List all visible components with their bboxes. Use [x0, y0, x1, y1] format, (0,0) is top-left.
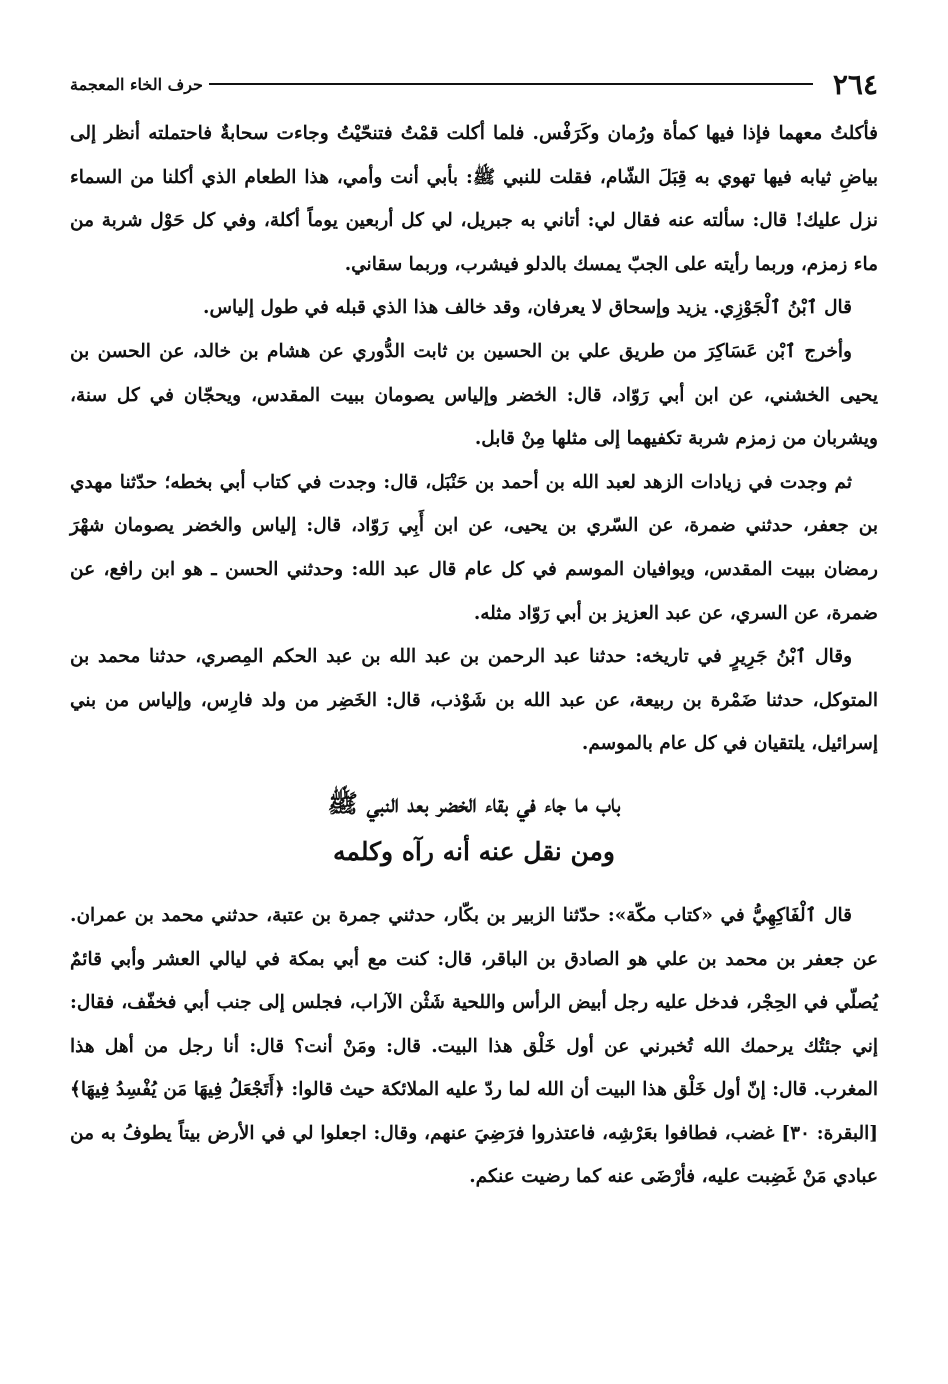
page-number: ٢٦٤ — [832, 67, 878, 101]
chapter-heading-line1: باب ما جاء في بقاء الخضر بعد النبي ﷺ — [327, 788, 621, 818]
paragraph: قال ٱلْفَاكِهِيُّ في «كتاب مكّة»: حدّثنا الزبير بن بكّار، حدثني جمرة بن عتبة، حدثني محمد بن عمران. عن جعفر بن محمد بن علي هو الصادق بن الباقر، قال: كنت مع أبي بمكة في ليالي العشر وأبي قائمٌ يُصلّي في الحِجْر، فدخل عليه رجل أبيض الرأس واللحية شَثْن الآراب، فجلس إلى جنب أبي فخفّف، فقال: إني جئتُك يرحمك الله تُخبرني عن أول خَلْق هذا البيت. قال: ومَنْ أنت؟ قال: أنا رجل من أهل هذا المغرب. قال: إنّ أول خَلْق هذا البيت أن الله لما ردّ عليه الملائكة حيث قالوا: ﴿أَتَجْعَلُ فِيهَا مَن يُفْسِدُ فِيهَا﴾ [البقرة: ٣٠] غضب، فطافوا بعَرْشِه، فاعتذروا فرَضِيَ عنهم، وقال: اجعلوا لي في الأرض بيتاً يطوفُ به من عبادي مَنْ غَضِبت عليه، فأرْضَى عنه كما رضيت عنكم. — [70, 904, 879, 1188]
chapter-heading — [70, 780, 878, 876]
page-header — [70, 62, 878, 106]
paragraph: فأكلتُ معهما فإذا فيها كمأة ورُمان وكَرَفْس. فلما أكلت قمْتُ فتنحّيْتُ وجاءت سحابةٌ فاحتملته أنظر إلى بياضِ ثيابه فيها تهوي به قِبَلَ الشّام، فقلت للنبي ﷺ: بأبي أنت وأمي، هذا الطعام الذي أكلنا من السماء نزل عليك! قال: سألته عنه فقال لي: أتاني به جبريل، لي كل أربعين يوماً أكلة، وفي كل حَوْل شربة من ماء زمزم، وربما رأيته على الجبّ يمسك بالدلو فيشرب، وربما سقاني. — [70, 123, 878, 275]
body-after-chapter — [70, 894, 878, 1199]
paragraph: قال ٱبْنُ ٱلْجَوْزِي. يزيد وإسحاق لا يعرفان، وقد خالف هذا الذي قبله في طول إلياس. — [203, 297, 852, 319]
body-before-chapter — [70, 112, 878, 766]
running-title: حرف الخاء المعجمة — [70, 74, 203, 94]
paragraph: ثم وجدت في زيادات الزهد لعبد الله بن أحمد بن حَنْبَل، قال: وجدت في كتاب أبي بخطه؛ حدّثنا مهدي بن جعفر، حدثني ضمرة، عن السّري بن يحيى، عن ابن أَبِي رَوّاد، قال: إلياس والخضر يصومان شهْرَ رمضان ببيت المقدس، ويوافيان الموسم في كل عام قال عبد الله: وحدثني الحسن ـ هو ابن رافع، عن ضمرة، عن السري، عن عبد العزيز بن أبي رَوّاد مثله. — [70, 471, 878, 624]
chapter-heading-line2: ومن نقل عنه أنه رآه وكلمه — [333, 836, 615, 866]
paragraph: وقال ٱبْنُ جَرِيرٍ في تاريخه: حدثنا عبد الرحمن بن عبد الله بن عبد الحكم المِصري، حدثنا محمد بن المتوكل، حدثنا ضَمْرة بن ربيعة، عن عبد الله بن شَوْذب، قال: الخَضِر من ولد فارِس، وإلياس من بني إسرائيل، يلتقيان في كل عام بالموسم. — [70, 646, 878, 755]
paragraph: وأخرج ٱبْن عَسَاكِرَ من طريق علي بن الحسين بن ثابت الدُّوري عن هشام بن خالد، عن الحسن بن يحيى الخشني، عن ابن أبي رَوّاد، قال: الخضر وإلياس يصومان ببيت المقدس، ويحجّان في كل سنة، ويشربان من زمزم شربة تكفيهما إلى مثلها مِنْ قابل. — [70, 340, 878, 450]
header-rule — [209, 83, 813, 85]
book-page — [70, 62, 878, 1199]
